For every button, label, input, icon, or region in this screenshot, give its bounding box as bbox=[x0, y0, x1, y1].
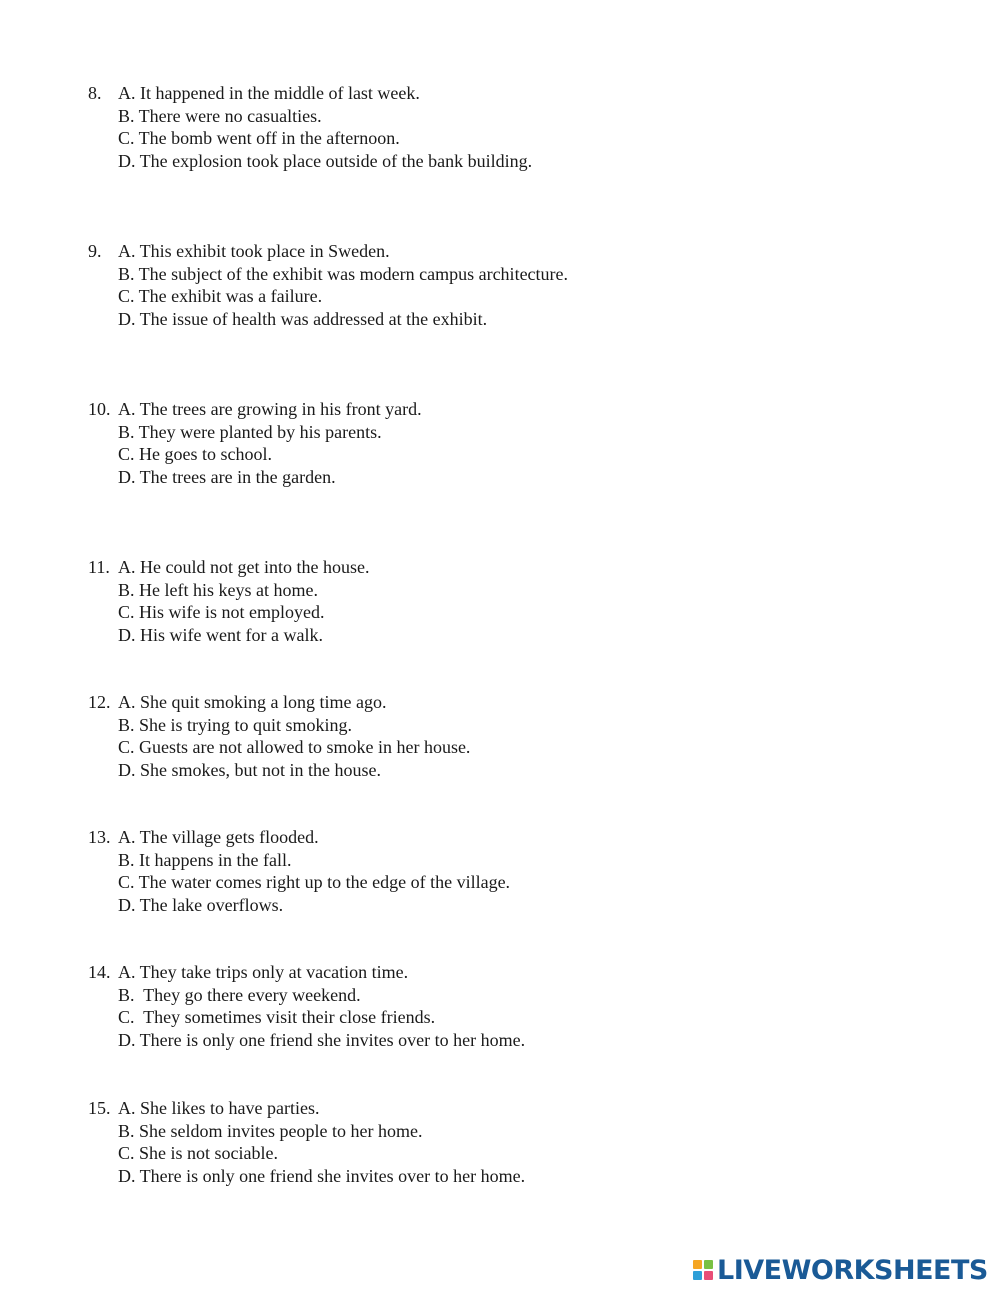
option-d: D. The issue of health was addressed at the exhibit. bbox=[118, 308, 488, 329]
option-d: D. The explosion took place outside of the bank building. bbox=[118, 150, 533, 171]
question-13 bbox=[88, 826, 510, 916]
option-d: D. She smokes, but not in the house. bbox=[118, 759, 381, 780]
option-b: B. She is trying to quit smoking. bbox=[118, 714, 353, 735]
question-9 bbox=[88, 240, 568, 330]
liveworksheets-brand bbox=[693, 1254, 988, 1286]
option-a: 9. A. This exhibit took place in Sweden. bbox=[88, 241, 390, 261]
question-number: 15. bbox=[88, 1098, 111, 1118]
option-c: C. The water comes right up to the edge of the village. bbox=[118, 872, 511, 893]
option-d: D. There is only one friend she invites over to her home. bbox=[118, 1165, 526, 1186]
question-number: 14. bbox=[88, 962, 111, 982]
option-c: C. She is not sociable. bbox=[118, 1143, 278, 1164]
option-b: B. It happens in the fall. bbox=[118, 849, 292, 870]
option-a: 12. A. She quit smoking a long time ago. bbox=[88, 692, 387, 712]
option-b: B. They were planted by his parents. bbox=[118, 421, 382, 442]
option-b: B. The subject of the exhibit was modern campus architecture. bbox=[118, 263, 569, 284]
option-a: 11. A. He could not get into the house. bbox=[88, 557, 370, 577]
question-15 bbox=[88, 1097, 525, 1187]
question-14 bbox=[88, 961, 525, 1051]
question-8 bbox=[88, 82, 532, 172]
question-10 bbox=[88, 398, 422, 488]
option-d: D. The lake overflows. bbox=[118, 894, 284, 915]
option-b: B. They go there every weekend. bbox=[118, 984, 361, 1005]
question-number: 11. bbox=[88, 557, 110, 577]
option-c: C. Guests are not allowed to smoke in her house. bbox=[118, 737, 471, 758]
option-c: C. He goes to school. bbox=[118, 444, 272, 465]
option-a: 15. A. She likes to have parties. bbox=[88, 1098, 320, 1118]
question-12 bbox=[88, 691, 470, 781]
question-11 bbox=[88, 556, 369, 646]
option-a: 13. A. The village gets flooded. bbox=[88, 827, 319, 847]
brand-name: LIVEWORKSHEETS bbox=[717, 1254, 988, 1286]
question-number: 9. bbox=[88, 241, 102, 261]
option-d: D. His wife went for a walk. bbox=[118, 624, 323, 645]
option-a: 14. A. They take trips only at vacation time. bbox=[88, 962, 409, 982]
question-number: 12. bbox=[88, 692, 111, 712]
option-b: B. There were no casualties. bbox=[118, 105, 322, 126]
question-number: 10. bbox=[88, 399, 111, 419]
logo-square-1 bbox=[693, 1260, 702, 1269]
question-number: 8. bbox=[88, 83, 102, 103]
liveworksheets-logo-icon bbox=[693, 1260, 713, 1280]
option-d: D. The trees are in the garden. bbox=[118, 466, 336, 487]
option-c: C. The bomb went off in the afternoon. bbox=[118, 128, 400, 149]
option-a: 8. A. It happened in the middle of last week. bbox=[88, 83, 420, 103]
option-d: D. There is only one friend she invites over to her home. bbox=[118, 1029, 526, 1050]
option-b: B. He left his keys at home. bbox=[118, 579, 318, 600]
logo-square-4 bbox=[704, 1271, 713, 1280]
logo-square-3 bbox=[693, 1271, 702, 1280]
option-c: C. His wife is not employed. bbox=[118, 602, 325, 623]
option-c: C. The exhibit was a failure. bbox=[118, 286, 323, 307]
question-number: 13. bbox=[88, 827, 111, 847]
option-c: C. They sometimes visit their close friends. bbox=[118, 1007, 436, 1028]
logo-square-2 bbox=[704, 1260, 713, 1269]
option-a: 10. A. The trees are growing in his front yard. bbox=[88, 399, 422, 419]
option-b: B. She seldom invites people to her home. bbox=[118, 1120, 423, 1141]
